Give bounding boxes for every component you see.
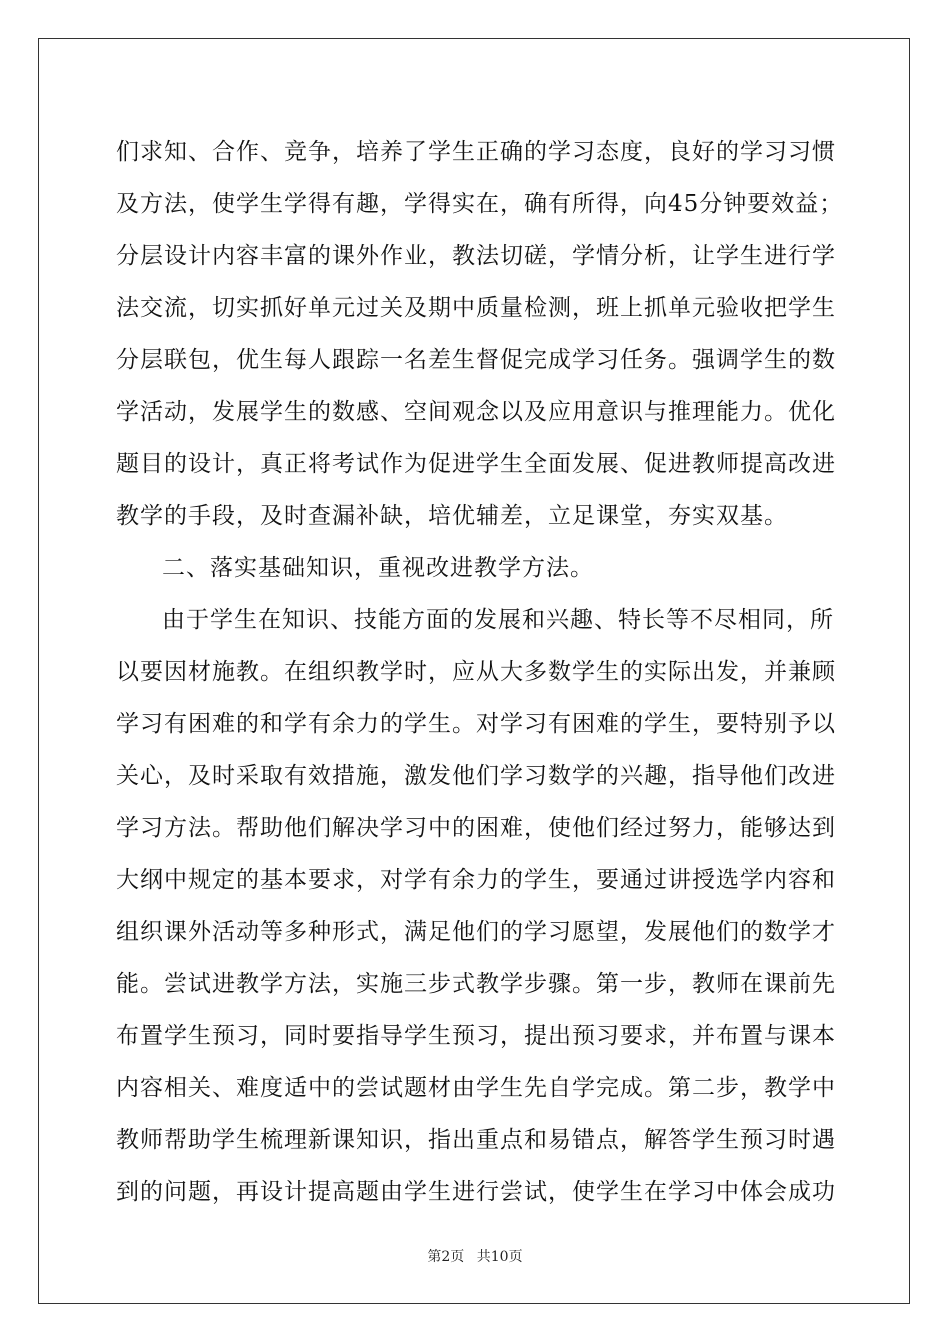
text-line: 组织课外活动等多种形式，满足他们的学习愿望，发展他们的数学才 [116, 919, 836, 945]
text-line: 们求知、合作、竞争，培养了学生正确的学习态度，良好的学习习惯 [116, 139, 836, 165]
text-line: 布置学生预习，同时要指导学生预习，提出预习要求，并布置与课本 [116, 1023, 836, 1049]
text-line: 题目的设计，真正将考试作为促进学生全面发展、促进教师提高改进 [116, 451, 836, 477]
text-line: 内容相关、难度适中的尝试题材由学生先自学完成。第二步，教学中 [116, 1075, 836, 1101]
section-heading: 二、落实基础知识，重视改进教学方法。 [162, 555, 594, 581]
document-body [116, 130, 844, 1222]
text-line: 大纲中规定的基本要求，对学有余力的学生，要通过讲授选学内容和 [116, 867, 836, 893]
text-line: 能。尝试进教学方法，实施三步式教学步骤。第一步，教师在课前先 [116, 971, 836, 997]
text-line: 到的问题，再设计提高题由学生进行尝试，使学生在学习中体会成功 [116, 1179, 836, 1205]
text-line: 学习方法。帮助他们解决学习中的困难，使他们经过努力，能够达到 [116, 815, 836, 841]
text-line: 分层联包，优生每人跟踪一名差生督促完成学习任务。强调学生的数 [116, 347, 836, 373]
text-line: 以要因材施教。在组织教学时，应从大多数学生的实际出发，并兼顾 [116, 659, 836, 685]
page-footer [0, 1246, 950, 1266]
text-line: 教师帮助学生梳理新课知识，指出重点和易错点，解答学生预习时遇 [116, 1127, 836, 1153]
text-line: 及方法，使学生学得有趣，学得实在，确有所得，向45分钟要效益； [116, 191, 844, 217]
text-line: 学活动，发展学生的数感、空间观念以及应用意识与推理能力。优化 [116, 399, 836, 425]
page-number: 第2页 [427, 1249, 465, 1265]
text-line: 由于学生在知识、技能方面的发展和兴趣、特长等不尽相同，所 [162, 607, 834, 633]
text-line: 学习有困难的和学有余力的学生。对学习有困难的学生，要特别予以 [116, 711, 836, 737]
page-total: 共10页 [476, 1249, 523, 1265]
text-line: 教学的手段，及时查漏补缺，培优辅差，立足课堂，夯实双基。 [116, 503, 788, 529]
text-line: 分层设计内容丰富的课外作业，教法切磋，学情分析，让学生进行学 [116, 243, 836, 269]
text-line: 关心，及时采取有效措施，激发他们学习数学的兴趣，指导他们改进 [116, 763, 836, 789]
text-line: 法交流，切实抓好单元过关及期中质量检测，班上抓单元验收把学生 [116, 295, 836, 321]
